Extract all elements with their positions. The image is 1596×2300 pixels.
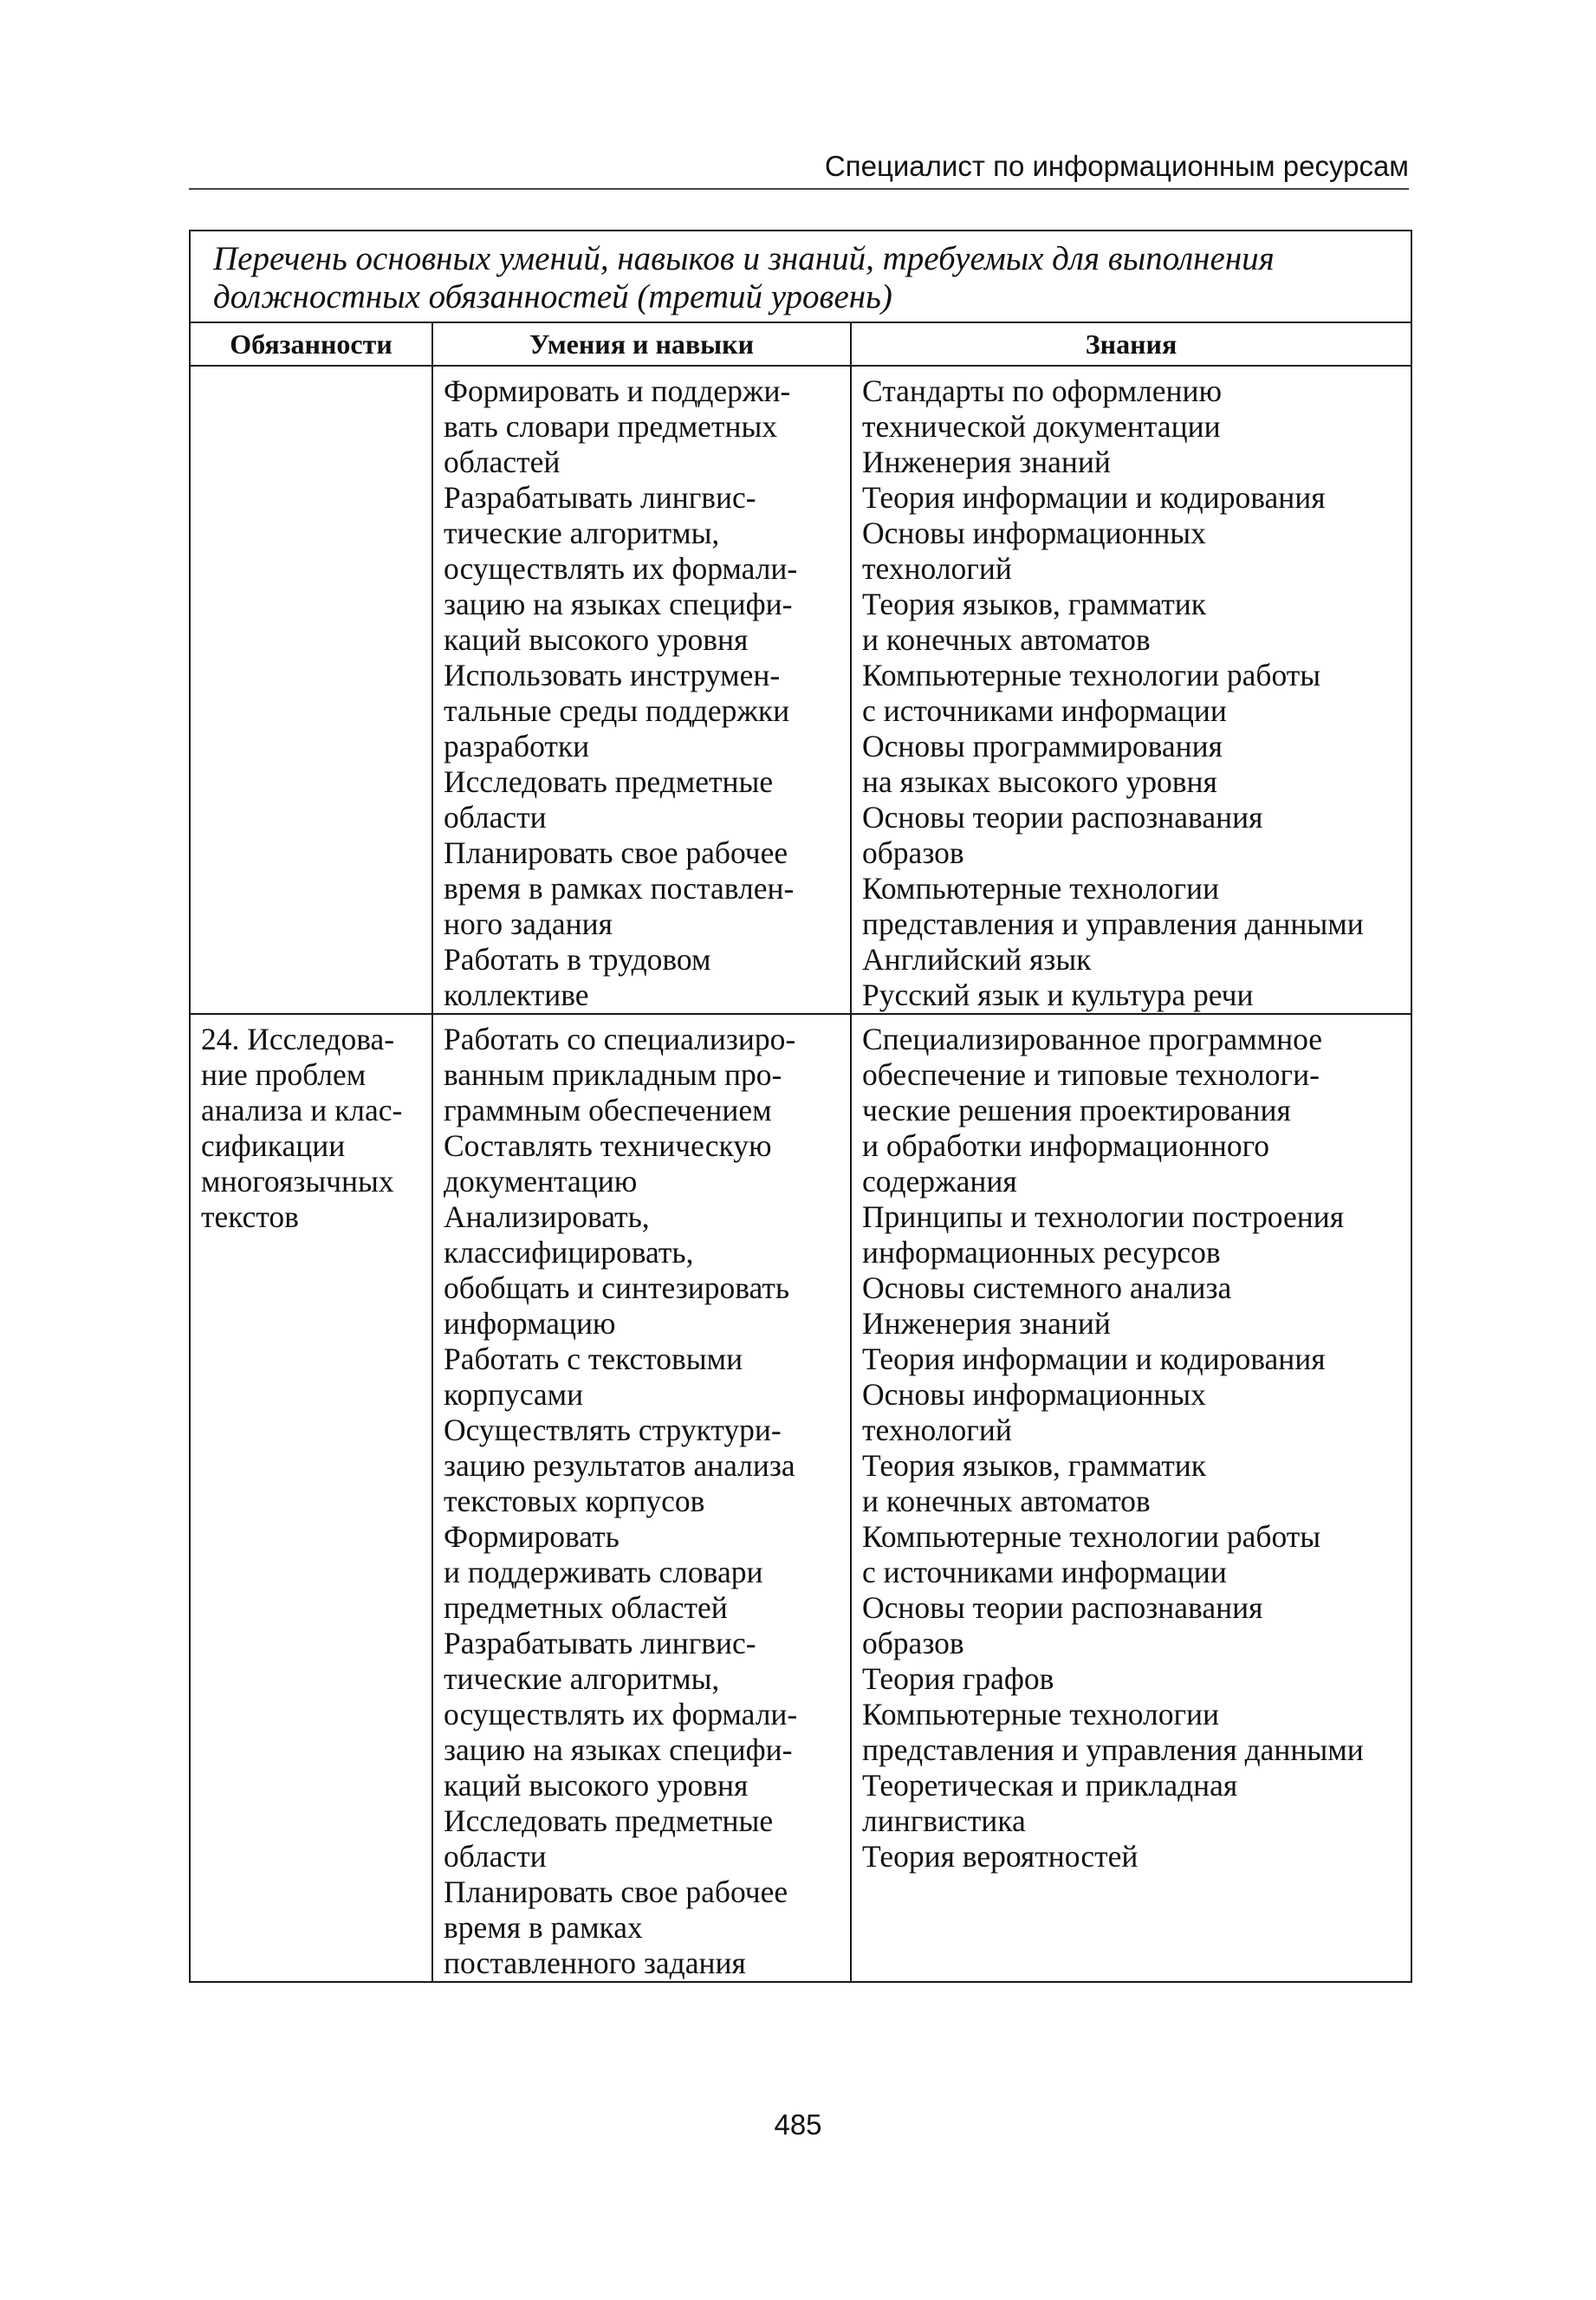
skills-line: области	[444, 800, 547, 835]
skills-line: Работать со специализиро-	[444, 1022, 796, 1056]
knowledge-line: лингвистика	[862, 1803, 1026, 1838]
skills-line: осуществлять их формали-	[444, 551, 798, 586]
knowledge-line: технической документации	[862, 409, 1221, 444]
skills-line: обобщать и синтезировать	[444, 1270, 790, 1305]
duty-line: анализа и клас-	[201, 1093, 403, 1127]
skills-line: каций высокого уровня	[444, 622, 749, 657]
knowledge-line: Основы информационных	[862, 516, 1206, 550]
skills-line: ного задания	[444, 906, 613, 941]
duties-table	[189, 230, 1412, 1983]
knowledge-line: Теория языков, грамматик	[862, 1448, 1207, 1483]
knowledge-line: на языках высокого уровня	[862, 764, 1217, 799]
knowledge-line: Русский язык и культура речи	[862, 978, 1254, 1012]
column-header-skills: Умения и навыки	[432, 322, 851, 366]
skills-line: Составлять техническую	[444, 1128, 772, 1163]
knowledge-line: образов	[862, 835, 964, 870]
duty-cell	[190, 366, 432, 1014]
header-rule	[189, 188, 1409, 190]
skills-line: Работать с текстовыми	[444, 1342, 743, 1376]
table-caption-line: должностных обязанностей (третий уровень)	[213, 278, 892, 315]
skills-line: зацию на языках специфи-	[444, 1732, 793, 1767]
skills-line: тальные среды поддержки	[444, 693, 790, 728]
knowledge-line: Инженерия знаний	[862, 1306, 1111, 1341]
knowledge-line: Теория языков, грамматик	[862, 587, 1207, 621]
knowledge-line: обеспечение и типовые технологи-	[862, 1057, 1320, 1092]
skills-line: Исследовать предметные	[444, 764, 774, 799]
running-title: Специалист по информационным ресурсам	[824, 150, 1409, 182]
table-row	[190, 1014, 1411, 1982]
skills-line: время в рамках поставлен-	[444, 871, 795, 906]
knowledge-line: ческие решения проектирования	[862, 1093, 1291, 1127]
knowledge-line: представления и управления данными	[862, 906, 1364, 941]
knowledge-line: представления и управления данными	[862, 1732, 1364, 1767]
skills-line: Осуществлять структури-	[444, 1413, 782, 1447]
table-caption-line: Перечень основных умений, навыков и знаний, требуемых для выполнения	[213, 240, 1275, 277]
knowledge-line: Инженерия знаний	[862, 445, 1111, 479]
skills-line: ванным прикладным про-	[444, 1057, 782, 1092]
skills-line: Формировать	[444, 1519, 620, 1554]
skills-line: осуществлять их формали-	[444, 1697, 798, 1731]
knowledge-line: Теория графов	[862, 1661, 1054, 1696]
knowledge-line: Основы теории распознавания	[862, 1590, 1263, 1625]
knowledge-line: Теория вероятностей	[862, 1839, 1139, 1874]
knowledge-line: с источниками информации	[862, 693, 1227, 728]
duty-line: текстов	[201, 1199, 299, 1234]
knowledge-line: Стандарты по оформлению	[862, 374, 1223, 408]
skills-line: тические алгоритмы,	[444, 516, 720, 550]
column-header-knowledge: Знания	[851, 322, 1411, 366]
knowledge-cell	[851, 1014, 1411, 1982]
skills-line: предметных областей	[444, 1590, 728, 1625]
skills-line: Разрабатывать лингвис-	[444, 1626, 756, 1660]
knowledge-line: и конечных автоматов	[862, 622, 1151, 657]
skills-line: Планировать свое рабочее	[444, 835, 788, 870]
duty-cell	[190, 1014, 432, 1982]
knowledge-line: информационных ресурсов	[862, 1235, 1221, 1270]
knowledge-line: и конечных автоматов	[862, 1484, 1151, 1518]
table-row	[190, 366, 1411, 1014]
skills-line: Формировать и поддержи-	[444, 374, 791, 408]
skills-line: время в рамках	[444, 1910, 643, 1945]
duty-line: многоязычных	[201, 1164, 394, 1199]
knowledge-line: Основы теории распознавания	[862, 800, 1263, 835]
skills-line: информацию	[444, 1306, 616, 1341]
knowledge-line: Компьютерные технологии работы	[862, 658, 1321, 692]
skills-line: Планировать свое рабочее	[444, 1874, 788, 1909]
skills-line: Разрабатывать лингвис-	[444, 480, 756, 515]
skills-cell	[432, 366, 851, 1014]
knowledge-line: Принципы и технологии построения	[862, 1199, 1345, 1234]
skills-line: вать словари предметных	[444, 409, 778, 444]
knowledge-line: образов	[862, 1626, 964, 1660]
page-number: 485	[774, 2108, 822, 2141]
skills-line: Анализировать,	[444, 1199, 650, 1234]
knowledge-line: технологий	[862, 1413, 1012, 1447]
knowledge-line: Компьютерные технологии	[862, 871, 1220, 906]
skills-line: текстовых корпусов	[444, 1484, 705, 1518]
skills-cell	[432, 1014, 851, 1982]
skills-line: разработки	[444, 729, 590, 763]
skills-line: Работать в трудовом	[444, 942, 711, 977]
knowledge-line: Теоретическая и прикладная	[862, 1768, 1238, 1803]
knowledge-line: Компьютерные технологии	[862, 1697, 1220, 1731]
skills-line: зацию результатов анализа	[444, 1448, 795, 1483]
table-body	[190, 366, 1411, 1982]
knowledge-line: Английский язык	[862, 942, 1092, 977]
skills-line: поставленного задания	[444, 1946, 746, 1980]
knowledge-line: содержания	[862, 1164, 1017, 1199]
skills-line: граммным обеспечением	[444, 1093, 772, 1127]
skills-line: Использовать инструмен-	[444, 658, 781, 692]
knowledge-line: Основы информационных	[862, 1377, 1206, 1412]
skills-line: области	[444, 1839, 547, 1874]
table-caption-row	[190, 231, 1411, 322]
skills-line: Исследовать предметные	[444, 1803, 774, 1838]
column-header-duties: Обязанности	[190, 322, 432, 366]
duty-line: ние проблем	[201, 1057, 367, 1092]
skills-line: корпусами	[444, 1377, 584, 1412]
knowledge-line: Теория информации и кодирования	[862, 480, 1326, 515]
duty-line: 24. Исследова-	[201, 1022, 395, 1056]
skills-line: и поддерживать словари	[444, 1555, 763, 1589]
duty-line: сификации	[201, 1128, 346, 1163]
knowledge-line: Основы программирования	[862, 729, 1223, 763]
knowledge-line: и обработки информационного	[862, 1128, 1270, 1163]
skills-line: зацию на языках специфи-	[444, 587, 793, 621]
knowledge-line: Компьютерные технологии работы	[862, 1519, 1321, 1554]
skills-line: каций высокого уровня	[444, 1768, 749, 1803]
skills-line: классифицировать,	[444, 1235, 694, 1270]
table-caption	[190, 231, 1411, 322]
knowledge-line: технологий	[862, 551, 1012, 586]
skills-line: коллективе	[444, 978, 589, 1012]
knowledge-line: Теория информации и кодирования	[862, 1342, 1326, 1376]
column-header-row	[190, 322, 1411, 366]
knowledge-line: с источниками информации	[862, 1555, 1227, 1589]
skills-line: документацию	[444, 1164, 638, 1199]
skills-line: тические алгоритмы,	[444, 1661, 720, 1696]
knowledge-line: Специализированное программное	[862, 1022, 1323, 1056]
knowledge-line: Основы системного анализа	[862, 1270, 1232, 1305]
skills-line: областей	[444, 445, 561, 479]
knowledge-cell	[851, 366, 1411, 1014]
